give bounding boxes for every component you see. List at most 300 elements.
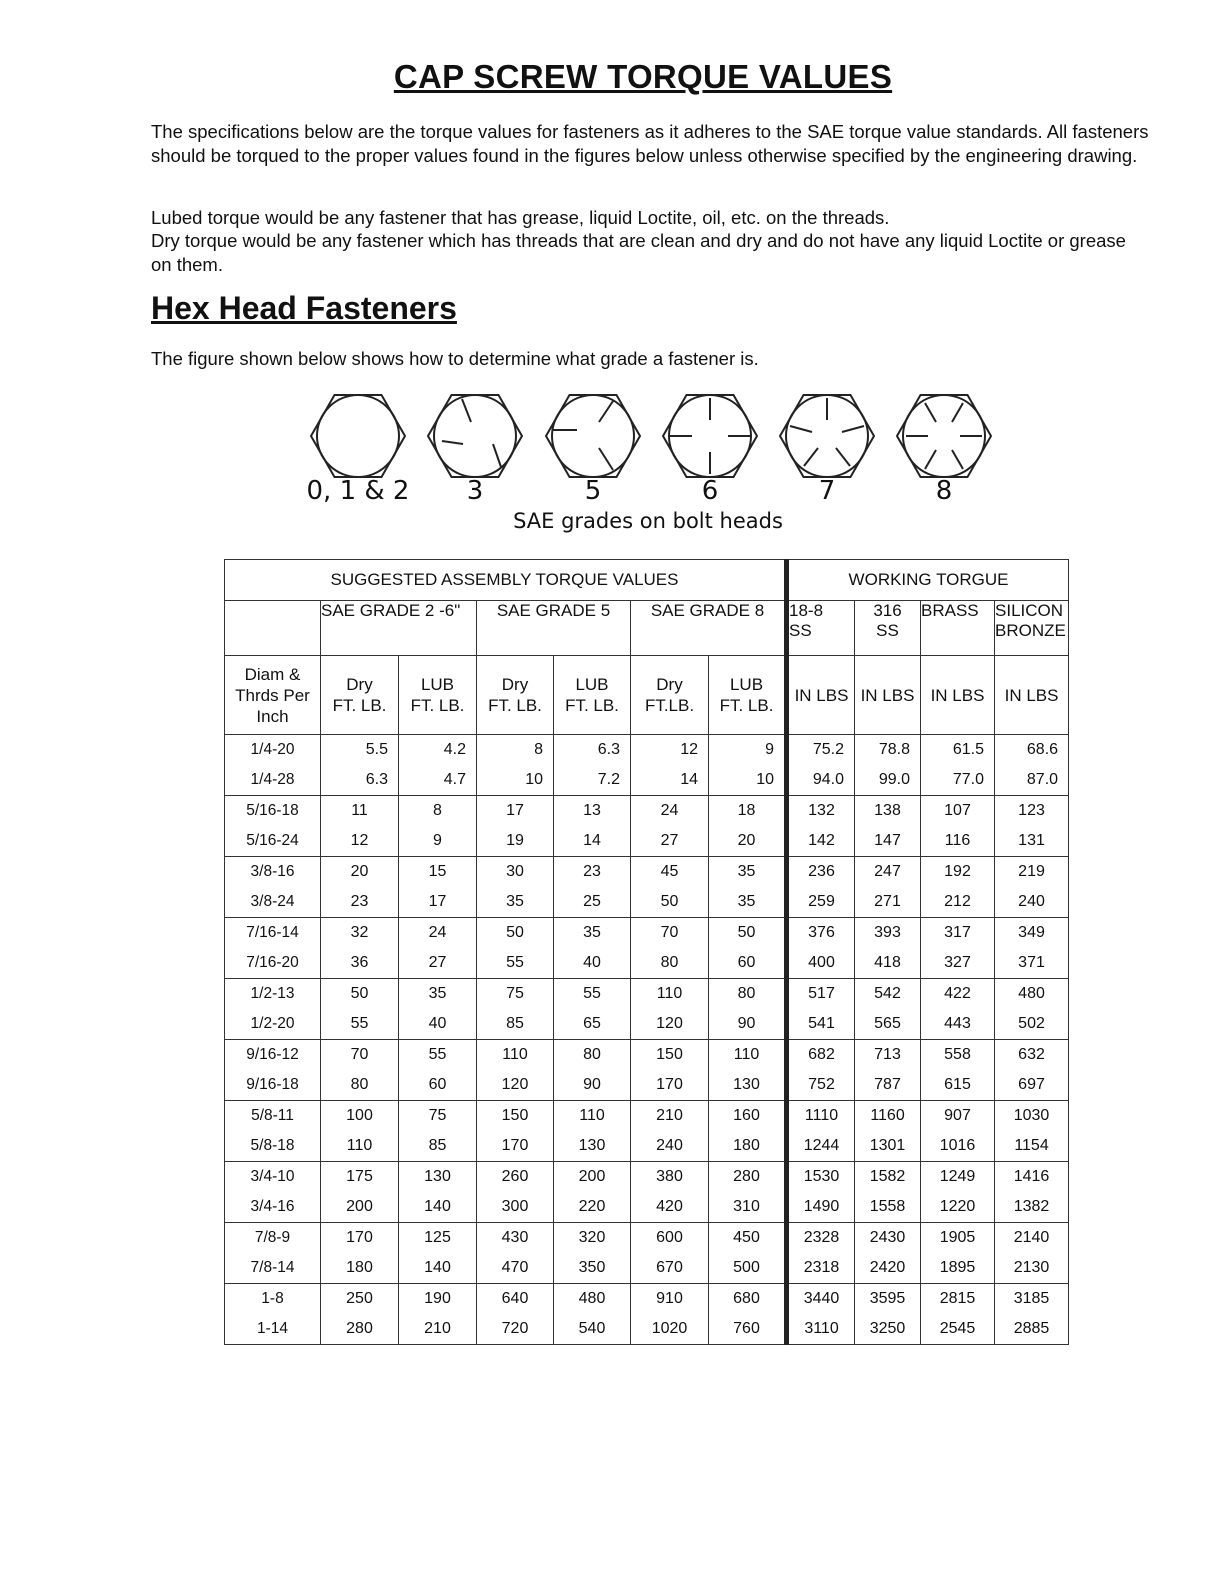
unit-label: FT. LB. bbox=[565, 696, 619, 715]
torque-value-cell: 75.2 bbox=[787, 735, 855, 766]
torque-value-cell: 85 bbox=[477, 1009, 554, 1040]
torque-value-cell: 170 bbox=[631, 1070, 709, 1101]
fastener-size-cell: 3/8-16 bbox=[225, 857, 321, 888]
sae-grade-2-header: SAE GRADE 2 -6" bbox=[321, 601, 477, 656]
fastener-size-cell: 1/2-13 bbox=[225, 979, 321, 1010]
torque-value-cell: 35 bbox=[554, 918, 631, 949]
torque-value-cell: 2130 bbox=[995, 1253, 1069, 1284]
torque-value-cell: 35 bbox=[477, 887, 554, 918]
grade-label: 3 bbox=[466, 476, 484, 506]
torque-value-cell: 14 bbox=[631, 765, 709, 796]
fastener-size-cell: 1/2-20 bbox=[225, 1009, 321, 1040]
torque-value-cell: 6.3 bbox=[321, 765, 399, 796]
torque-value-cell: 70 bbox=[631, 918, 709, 949]
table-row bbox=[225, 918, 1069, 949]
torque-value-cell: 110 bbox=[477, 1040, 554, 1071]
fastener-size-cell: 7/16-14 bbox=[225, 918, 321, 949]
torque-value-cell: 220 bbox=[554, 1192, 631, 1223]
torque-value-cell: 632 bbox=[995, 1040, 1069, 1071]
torque-value-cell: 910 bbox=[631, 1284, 709, 1315]
fastener-size-cell: 3/4-10 bbox=[225, 1162, 321, 1193]
fastener-size-cell: 9/16-18 bbox=[225, 1070, 321, 1101]
lub-label: LUB bbox=[729, 675, 764, 694]
lub-label: LUB bbox=[575, 675, 609, 694]
lubed-torque-note: Lubed torque would be any fastener that has grease, liquid Loctite, oil, etc. on the threads. bbox=[151, 207, 890, 228]
torque-value-cell: 615 bbox=[921, 1070, 995, 1101]
torque-value-cell: 32 bbox=[321, 918, 399, 949]
torque-value-cell: 480 bbox=[554, 1284, 631, 1315]
torque-value-cell: 3440 bbox=[787, 1284, 855, 1315]
bolt-head-grade-0-1-2-icon bbox=[311, 395, 405, 477]
torque-value-cell: 2328 bbox=[787, 1223, 855, 1254]
torque-value-cell: 55 bbox=[554, 979, 631, 1010]
torque-value-cell: 376 bbox=[787, 918, 855, 949]
torque-value-cell: 170 bbox=[321, 1223, 399, 1254]
torque-value-cell: 116 bbox=[921, 826, 995, 857]
torque-value-cell: 349 bbox=[995, 918, 1069, 949]
fastener-size-cell: 9/16-12 bbox=[225, 1040, 321, 1071]
torque-value-cell: 40 bbox=[554, 948, 631, 979]
torque-value-cell: 500 bbox=[709, 1253, 787, 1284]
unit-label: FT. LB. bbox=[719, 696, 774, 715]
unit-label: FT. LB. bbox=[488, 696, 542, 715]
torque-value-cell: 23 bbox=[554, 857, 631, 888]
sae-grade-8-header: SAE GRADE 8 bbox=[631, 601, 787, 656]
material-silicon-bronze-header bbox=[995, 601, 1069, 656]
in-lbs-header: IN LBS bbox=[995, 656, 1069, 735]
torque-value-cell: 138 bbox=[855, 796, 921, 827]
torque-value-cell: 8 bbox=[477, 735, 554, 766]
torque-value-cell: 17 bbox=[477, 796, 554, 827]
torque-value-cell: 75 bbox=[477, 979, 554, 1010]
torque-value-cell: 19 bbox=[477, 826, 554, 857]
torque-value-cell: 180 bbox=[709, 1131, 787, 1162]
grade-label: 5 bbox=[584, 476, 602, 506]
torque-value-cell: 147 bbox=[855, 826, 921, 857]
bolt-head-grade-8-icon bbox=[897, 395, 991, 477]
in-lbs-header: IN LBS bbox=[921, 656, 995, 735]
torque-value-cell: 10 bbox=[477, 765, 554, 796]
material-ss: SS bbox=[876, 621, 899, 640]
torque-value-cell: 110 bbox=[554, 1101, 631, 1132]
torque-value-cell: 1016 bbox=[921, 1131, 995, 1162]
torque-value-cell: 565 bbox=[855, 1009, 921, 1040]
torque-value-cell: 9 bbox=[709, 735, 787, 766]
torque-value-cell: 1558 bbox=[855, 1192, 921, 1223]
torque-value-cell: 517 bbox=[787, 979, 855, 1010]
torque-value-cell: 1382 bbox=[995, 1192, 1069, 1223]
torque-value-cell: 1244 bbox=[787, 1131, 855, 1162]
torque-value-cell: 180 bbox=[321, 1253, 399, 1284]
torque-value-cell: 680 bbox=[709, 1284, 787, 1315]
diameter-threads-header bbox=[225, 656, 321, 735]
fastener-size-cell: 7/8-9 bbox=[225, 1223, 321, 1254]
torque-value-cell: 61.5 bbox=[921, 735, 995, 766]
torque-value-cell: 132 bbox=[787, 796, 855, 827]
torque-value-cell: 99.0 bbox=[855, 765, 921, 796]
torque-value-cell: 280 bbox=[709, 1162, 787, 1193]
torque-value-cell: 100 bbox=[321, 1101, 399, 1132]
table-row bbox=[225, 948, 1069, 979]
table-row bbox=[225, 1131, 1069, 1162]
torque-value-cell: 17 bbox=[399, 887, 477, 918]
torque-value-cell: 80 bbox=[321, 1070, 399, 1101]
sae-grade-figure bbox=[300, 388, 1020, 538]
torque-value-cell: 752 bbox=[787, 1070, 855, 1101]
torque-value-cell: 4.7 bbox=[399, 765, 477, 796]
torque-value-cell: 36 bbox=[321, 948, 399, 979]
fastener-size-cell: 7/8-14 bbox=[225, 1253, 321, 1284]
torque-value-cell: 247 bbox=[855, 857, 921, 888]
torque-value-cell: 393 bbox=[855, 918, 921, 949]
torque-value-cell: 470 bbox=[477, 1253, 554, 1284]
page-title: CAP SCREW TORQUE VALUES bbox=[393, 58, 893, 95]
torque-value-cell: 3595 bbox=[855, 1284, 921, 1315]
torque-value-cell: 12 bbox=[321, 826, 399, 857]
torque-value-cell: 13 bbox=[554, 796, 631, 827]
working-torque-header: WORKING TORGUE bbox=[787, 560, 1069, 601]
fastener-size-cell: 1-8 bbox=[225, 1284, 321, 1315]
torque-value-cell: 80 bbox=[554, 1040, 631, 1071]
torque-value-cell: 50 bbox=[477, 918, 554, 949]
torque-value-cell: 60 bbox=[709, 948, 787, 979]
torque-value-cell: 2420 bbox=[855, 1253, 921, 1284]
section-heading: Hex Head Fasteners bbox=[151, 290, 457, 326]
torque-value-cell: 1249 bbox=[921, 1162, 995, 1193]
torque-value-cell: 540 bbox=[554, 1314, 631, 1345]
torque-value-cell: 110 bbox=[709, 1040, 787, 1071]
table-row bbox=[225, 1070, 1069, 1101]
torque-value-cell: 236 bbox=[787, 857, 855, 888]
torque-value-cell: 1582 bbox=[855, 1162, 921, 1193]
bolt-head-grade-7-icon bbox=[780, 395, 874, 477]
torque-value-cell: 400 bbox=[787, 948, 855, 979]
torque-value-cell: 7.2 bbox=[554, 765, 631, 796]
torque-value-cell: 558 bbox=[921, 1040, 995, 1071]
torque-value-cell: 50 bbox=[709, 918, 787, 949]
table-row bbox=[225, 1253, 1069, 1284]
torque-value-cell: 260 bbox=[477, 1162, 554, 1193]
torque-value-cell: 3110 bbox=[787, 1314, 855, 1345]
torque-value-cell: 110 bbox=[631, 979, 709, 1010]
torque-value-cell: 150 bbox=[631, 1040, 709, 1071]
torque-value-cell: 50 bbox=[321, 979, 399, 1010]
torque-value-cell: 907 bbox=[921, 1101, 995, 1132]
torque-value-cell: 240 bbox=[631, 1131, 709, 1162]
torque-value-cell: 15 bbox=[399, 857, 477, 888]
torque-value-cell: 640 bbox=[477, 1284, 554, 1315]
torque-value-cell: 670 bbox=[631, 1253, 709, 1284]
torque-value-cell: 422 bbox=[921, 979, 995, 1010]
torque-value-cell: 131 bbox=[995, 826, 1069, 857]
torque-value-cell: 40 bbox=[399, 1009, 477, 1040]
torque-value-cell: 697 bbox=[995, 1070, 1069, 1101]
torque-value-cell: 317 bbox=[921, 918, 995, 949]
material-316-ss-header bbox=[855, 601, 921, 656]
torque-value-cell: 310 bbox=[709, 1192, 787, 1223]
lub-label: LUB bbox=[420, 675, 455, 694]
grade-label: 6 bbox=[701, 476, 719, 506]
torque-value-cell: 80 bbox=[631, 948, 709, 979]
torque-value-cell: 55 bbox=[399, 1040, 477, 1071]
torque-value-cell: 1110 bbox=[787, 1101, 855, 1132]
bolt-head-grade-6-icon bbox=[663, 395, 757, 477]
torque-value-cell: 280 bbox=[321, 1314, 399, 1345]
torque-value-cell: 350 bbox=[554, 1253, 631, 1284]
sae-grade-5-header: SAE GRADE 5 bbox=[477, 601, 631, 656]
table-row bbox=[225, 765, 1069, 796]
torque-value-cell: 418 bbox=[855, 948, 921, 979]
torque-value-cell: 259 bbox=[787, 887, 855, 918]
torque-value-cell: 271 bbox=[855, 887, 921, 918]
torque-value-cell: 371 bbox=[995, 948, 1069, 979]
figure-caption: SAE grades on bolt heads bbox=[513, 509, 783, 533]
table-row bbox=[225, 857, 1069, 888]
torque-value-cell: 120 bbox=[631, 1009, 709, 1040]
torque-value-cell: 3250 bbox=[855, 1314, 921, 1345]
torque-value-cell: 27 bbox=[631, 826, 709, 857]
torque-value-cell: 12 bbox=[631, 735, 709, 766]
torque-value-cell: 75 bbox=[399, 1101, 477, 1132]
fastener-size-cell: 5/16-18 bbox=[225, 796, 321, 827]
torque-value-cell: 60 bbox=[399, 1070, 477, 1101]
torque-value-cell: 107 bbox=[921, 796, 995, 827]
torque-value-cell: 130 bbox=[709, 1070, 787, 1101]
torque-value-cell: 541 bbox=[787, 1009, 855, 1040]
torque-value-cell: 5.5 bbox=[321, 735, 399, 766]
torque-value-cell: 35 bbox=[709, 887, 787, 918]
torque-value-cell: 150 bbox=[477, 1101, 554, 1132]
torque-value-cell: 200 bbox=[554, 1162, 631, 1193]
torque-value-cell: 4.2 bbox=[399, 735, 477, 766]
torque-value-cell: 300 bbox=[477, 1192, 554, 1223]
table-row bbox=[225, 1009, 1069, 1040]
bolt-head-grade-5-icon bbox=[546, 395, 640, 477]
torque-value-cell: 130 bbox=[399, 1162, 477, 1193]
fastener-size-cell: 1-14 bbox=[225, 1314, 321, 1345]
torque-value-cell: 2140 bbox=[995, 1223, 1069, 1254]
torque-value-cell: 125 bbox=[399, 1223, 477, 1254]
inch-line: Inch bbox=[256, 706, 289, 726]
torque-value-cell: 212 bbox=[921, 887, 995, 918]
unit-label: FT. LB. bbox=[410, 696, 465, 715]
torque-value-cell: 25 bbox=[554, 887, 631, 918]
torque-value-cell: 210 bbox=[631, 1101, 709, 1132]
table-row bbox=[225, 796, 1069, 827]
torque-value-cell: 94.0 bbox=[787, 765, 855, 796]
torque-value-cell: 787 bbox=[855, 1070, 921, 1101]
dry-label: Dry bbox=[656, 675, 683, 694]
torque-value-cell: 2815 bbox=[921, 1284, 995, 1315]
material-18-8-ss-header bbox=[787, 601, 855, 656]
material-brass-header: BRASS bbox=[921, 601, 995, 656]
torque-value-cell: 80 bbox=[709, 979, 787, 1010]
lub-header bbox=[709, 656, 787, 735]
torque-value-cell: 35 bbox=[399, 979, 477, 1010]
torque-value-cell: 130 bbox=[554, 1131, 631, 1162]
torque-value-cell: 450 bbox=[709, 1223, 787, 1254]
torque-value-cell: 1530 bbox=[787, 1162, 855, 1193]
material-18-8: 18-8 bbox=[789, 601, 824, 620]
lub-header bbox=[554, 656, 631, 735]
blank-header-cell bbox=[225, 601, 321, 656]
table-row bbox=[225, 887, 1069, 918]
torque-value-cell: 6.3 bbox=[554, 735, 631, 766]
grade-label: 7 bbox=[818, 476, 836, 506]
table-row bbox=[225, 1040, 1069, 1071]
torque-value-cell: 140 bbox=[399, 1253, 477, 1284]
material-bronze: BRONZE bbox=[995, 621, 1066, 640]
torque-value-cell: 55 bbox=[477, 948, 554, 979]
torque-value-cell: 1905 bbox=[921, 1223, 995, 1254]
dry-label: Dry bbox=[346, 675, 373, 694]
table-row bbox=[225, 1314, 1069, 1345]
fastener-size-cell: 3/4-16 bbox=[225, 1192, 321, 1223]
table-row bbox=[225, 1284, 1069, 1315]
fastener-size-cell: 5/8-11 bbox=[225, 1101, 321, 1132]
torque-value-cell: 219 bbox=[995, 857, 1069, 888]
torque-value-cell: 20 bbox=[709, 826, 787, 857]
table-row bbox=[225, 1223, 1069, 1254]
torque-value-cell: 110 bbox=[321, 1131, 399, 1162]
fastener-size-cell: 5/8-18 bbox=[225, 1131, 321, 1162]
torque-value-cell: 87.0 bbox=[995, 765, 1069, 796]
torque-value-cell: 20 bbox=[321, 857, 399, 888]
material-silicon: SILICON bbox=[995, 601, 1064, 620]
torque-value-cell: 18 bbox=[709, 796, 787, 827]
torque-value-cell: 90 bbox=[554, 1070, 631, 1101]
fastener-size-cell: 3/8-24 bbox=[225, 887, 321, 918]
torque-value-cell: 502 bbox=[995, 1009, 1069, 1040]
torque-value-cell: 140 bbox=[399, 1192, 477, 1223]
torque-value-cell: 10 bbox=[709, 765, 787, 796]
intro-paragraph: The specifications below are the torque values for fasteners as it adheres to the SAE torque value standards. All fasteners should be torqued to the proper values found in the figures below unless otherwise specified by the engineering drawing. bbox=[151, 121, 1149, 166]
torque-value-cell: 1160 bbox=[855, 1101, 921, 1132]
torque-value-cell: 123 bbox=[995, 796, 1069, 827]
torque-value-cell: 2545 bbox=[921, 1314, 995, 1345]
torque-value-cell: 1301 bbox=[855, 1131, 921, 1162]
torque-value-cell: 160 bbox=[709, 1101, 787, 1132]
table-row bbox=[225, 826, 1069, 857]
grade-label: 0, 1 & 2 bbox=[306, 476, 410, 506]
torque-value-cell: 430 bbox=[477, 1223, 554, 1254]
torque-value-cell: 1416 bbox=[995, 1162, 1069, 1193]
torque-value-cell: 542 bbox=[855, 979, 921, 1010]
torque-value-cell: 2885 bbox=[995, 1314, 1069, 1345]
table-row bbox=[225, 1192, 1069, 1223]
torque-value-cell: 420 bbox=[631, 1192, 709, 1223]
torque-value-cell: 480 bbox=[995, 979, 1069, 1010]
torque-value-cell: 240 bbox=[995, 887, 1069, 918]
torque-value-cell: 77.0 bbox=[921, 765, 995, 796]
torque-value-cell: 210 bbox=[399, 1314, 477, 1345]
torque-value-cell: 55 bbox=[321, 1009, 399, 1040]
dry-header bbox=[631, 656, 709, 735]
torque-value-cell: 1030 bbox=[995, 1101, 1069, 1132]
torque-value-cell: 190 bbox=[399, 1284, 477, 1315]
torque-value-cell: 65 bbox=[554, 1009, 631, 1040]
torque-value-cell: 78.8 bbox=[855, 735, 921, 766]
torque-value-cell: 50 bbox=[631, 887, 709, 918]
fastener-size-cell: 1/4-28 bbox=[225, 765, 321, 796]
torque-value-cell: 1020 bbox=[631, 1314, 709, 1345]
torque-value-cell: 192 bbox=[921, 857, 995, 888]
torque-value-cell: 1895 bbox=[921, 1253, 995, 1284]
torque-value-cell: 380 bbox=[631, 1162, 709, 1193]
torque-value-cell: 713 bbox=[855, 1040, 921, 1071]
bolt-head-grade-3-icon bbox=[428, 395, 522, 477]
torque-value-cell: 11 bbox=[321, 796, 399, 827]
torque-value-cell: 600 bbox=[631, 1223, 709, 1254]
torque-value-cell: 120 bbox=[477, 1070, 554, 1101]
torque-value-cell: 720 bbox=[477, 1314, 554, 1345]
torque-value-cell: 23 bbox=[321, 887, 399, 918]
section-description: The figure shown below shows how to determine what grade a fastener is. bbox=[151, 348, 759, 369]
unit-label: FT.LB. bbox=[644, 696, 695, 715]
torque-table-body bbox=[225, 735, 1069, 1345]
torque-value-cell: 9 bbox=[399, 826, 477, 857]
material-316: 316 bbox=[873, 601, 902, 620]
dry-header bbox=[477, 656, 554, 735]
torque-value-cell: 327 bbox=[921, 948, 995, 979]
torque-value-cell: 85 bbox=[399, 1131, 477, 1162]
torque-value-cell: 3185 bbox=[995, 1284, 1069, 1315]
diam-line: Diam & bbox=[244, 664, 301, 684]
material-ss: SS bbox=[789, 621, 812, 640]
fastener-size-cell: 5/16-24 bbox=[225, 826, 321, 857]
torque-value-cell: 27 bbox=[399, 948, 477, 979]
grade-label: 8 bbox=[935, 476, 953, 506]
torque-value-cell: 2318 bbox=[787, 1253, 855, 1284]
in-lbs-header: IN LBS bbox=[855, 656, 921, 735]
dry-torque-note: Dry torque would be any fastener which has threads that are clean and dry and do not have any liquid Loctite or grease on them. bbox=[151, 230, 1126, 275]
torque-value-cell: 1490 bbox=[787, 1192, 855, 1223]
dry-header bbox=[321, 656, 399, 735]
unit-label: FT. LB. bbox=[332, 696, 387, 715]
torque-value-cell: 90 bbox=[709, 1009, 787, 1040]
thrds-line: Thrds Per bbox=[235, 685, 310, 705]
torque-value-cell: 1154 bbox=[995, 1131, 1069, 1162]
torque-value-cell: 170 bbox=[477, 1131, 554, 1162]
torque-value-cell: 443 bbox=[921, 1009, 995, 1040]
torque-value-cell: 200 bbox=[321, 1192, 399, 1223]
torque-value-cell: 14 bbox=[554, 826, 631, 857]
torque-value-cell: 320 bbox=[554, 1223, 631, 1254]
fastener-size-cell: 7/16-20 bbox=[225, 948, 321, 979]
table-row bbox=[225, 1101, 1069, 1132]
in-lbs-header: IN LBS bbox=[787, 656, 855, 735]
torque-value-cell: 682 bbox=[787, 1040, 855, 1071]
torque-value-cell: 45 bbox=[631, 857, 709, 888]
lub-header bbox=[399, 656, 477, 735]
torque-value-cell: 250 bbox=[321, 1284, 399, 1315]
torque-value-cell: 24 bbox=[631, 796, 709, 827]
fastener-size-cell: 1/4-20 bbox=[225, 735, 321, 766]
torque-value-cell: 24 bbox=[399, 918, 477, 949]
torque-value-cell: 68.6 bbox=[995, 735, 1069, 766]
torque-value-cell: 2430 bbox=[855, 1223, 921, 1254]
torque-value-cell: 1220 bbox=[921, 1192, 995, 1223]
torque-value-cell: 142 bbox=[787, 826, 855, 857]
table-row bbox=[225, 979, 1069, 1010]
table-row bbox=[225, 1162, 1069, 1193]
torque-value-cell: 70 bbox=[321, 1040, 399, 1071]
torque-table bbox=[224, 559, 1069, 1345]
torque-value-cell: 760 bbox=[709, 1314, 787, 1345]
table-row bbox=[225, 735, 1069, 766]
torque-value-cell: 35 bbox=[709, 857, 787, 888]
dry-label: Dry bbox=[501, 675, 529, 694]
